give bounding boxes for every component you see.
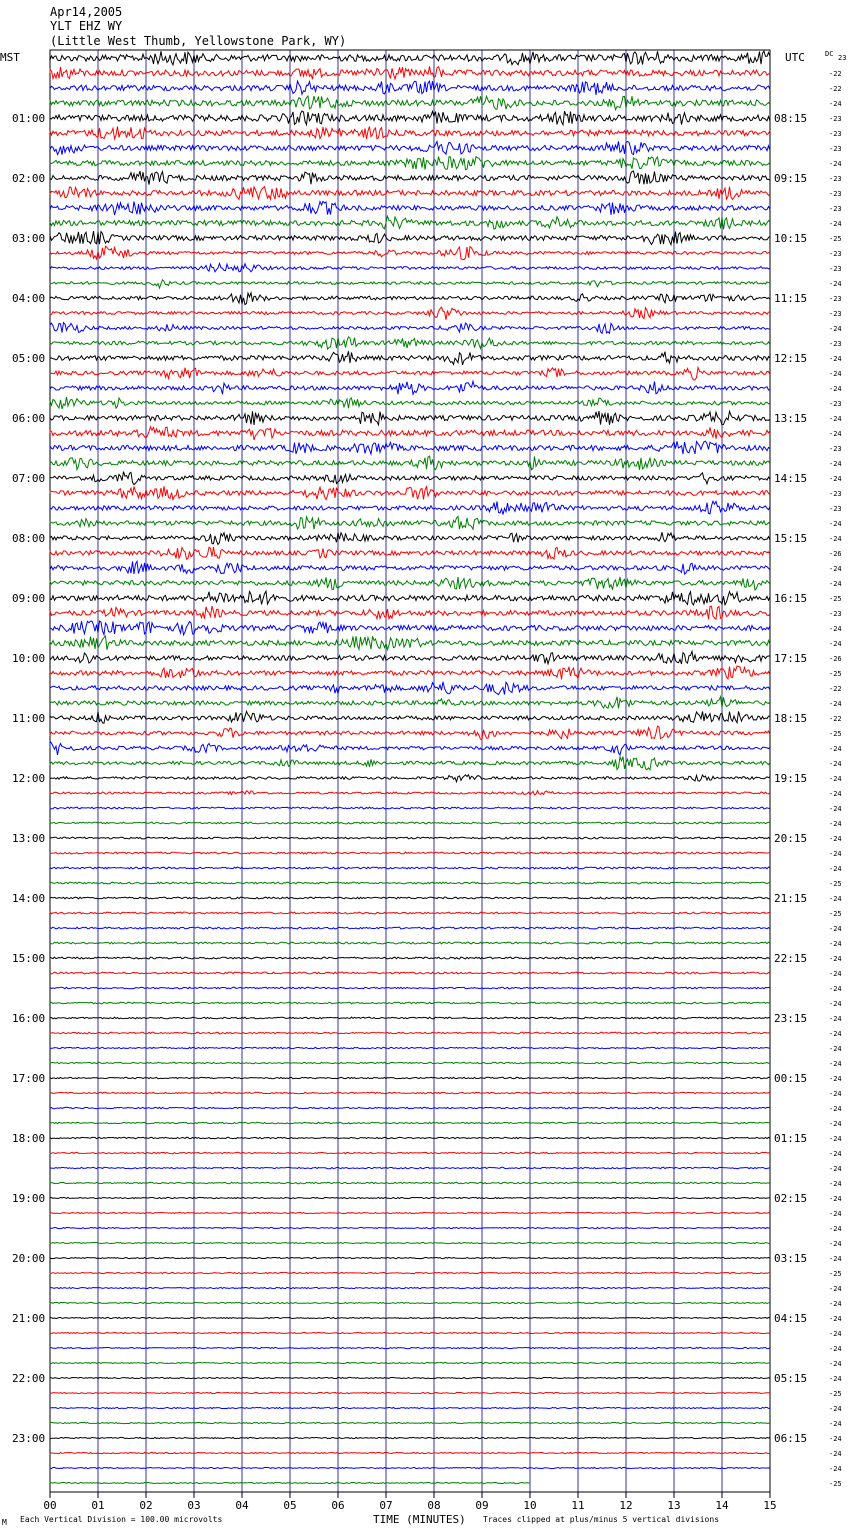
right-hour-label: 05:15 <box>774 1372 808 1385</box>
dc-offset-label: -23 <box>829 205 842 213</box>
trace-68 <box>50 1062 770 1063</box>
trace-26 <box>50 427 770 440</box>
dc-offset-label: -24 <box>829 895 842 903</box>
x-tick-label: 12 <box>619 1499 633 1512</box>
trace-92 <box>50 1422 770 1423</box>
dc-offset-label: -24 <box>829 1330 842 1338</box>
trace-3 <box>50 81 770 95</box>
trace-59 <box>50 927 770 929</box>
dc-offset-label: -24 <box>829 1405 842 1413</box>
dc-offset-label: -24 <box>829 220 842 228</box>
trace-73 <box>50 1137 770 1138</box>
dc-offset-label: -25 <box>829 1390 842 1398</box>
left-hour-label: 09:00 <box>12 592 46 605</box>
trace-1 <box>50 51 770 65</box>
trace-55 <box>50 867 770 869</box>
right-hour-label: 14:15 <box>774 472 808 485</box>
right-hour-label: 10:15 <box>774 232 808 245</box>
trace-53 <box>50 837 770 839</box>
dc-offset-label: -25 <box>829 1270 842 1278</box>
x-tick-label: 00 <box>43 1499 57 1512</box>
trace-22 <box>50 368 770 381</box>
right-hour-label: 20:15 <box>774 832 808 845</box>
dc-offset-label: -24 <box>829 775 842 783</box>
dc-offset-label: -24 <box>829 280 842 288</box>
dc-offset-label: -23 <box>829 310 842 318</box>
trace-77 <box>50 1197 770 1198</box>
trace-5 <box>50 111 770 125</box>
dc-offset-label: -24 <box>829 1180 842 1188</box>
trace-81 <box>50 1257 770 1258</box>
dc-offset-label: -24 <box>829 835 842 843</box>
trace-18 <box>50 307 770 320</box>
trace-13 <box>50 231 770 245</box>
dc-offset-label: -24 <box>829 1300 842 1308</box>
dc-first-value: 23 <box>838 54 847 62</box>
dc-offset-label: -24 <box>829 955 842 963</box>
x-tick-label: 10 <box>523 1499 537 1512</box>
trace-95 <box>50 1467 770 1468</box>
left-hour-label: 13:00 <box>12 832 46 845</box>
dc-offset-label: -23 <box>829 490 842 498</box>
trace-93 <box>50 1437 770 1438</box>
dc-offset-label: -24 <box>829 1120 842 1128</box>
dc-offset-label: -24 <box>829 1045 842 1053</box>
dc-offset-label: -24 <box>829 1210 842 1218</box>
dc-offset-label: -23 <box>829 265 842 273</box>
right-hour-label: 22:15 <box>774 952 808 965</box>
dc-offset-label: -24 <box>829 820 842 828</box>
trace-21 <box>50 351 770 365</box>
trace-78 <box>50 1212 770 1213</box>
dc-offset-label: -23 <box>829 295 842 303</box>
dc-offset-label: -24 <box>829 535 842 543</box>
right-hour-label: 23:15 <box>774 1012 808 1025</box>
dc-offset-label: -24 <box>829 1360 842 1368</box>
dc-offset-label: -25 <box>829 595 842 603</box>
trace-37 <box>50 591 770 605</box>
trace-6 <box>50 126 770 138</box>
trace-27 <box>50 441 770 454</box>
left-hour-label: 06:00 <box>12 412 46 425</box>
dc-offset-label: -24 <box>829 385 842 393</box>
right-hour-labels <box>774 112 807 1445</box>
dc-offset-label: -24 <box>829 850 842 858</box>
dc-offset-label: -24 <box>829 1015 842 1023</box>
trace-60 <box>50 942 770 944</box>
trace-62 <box>50 972 770 974</box>
left-hour-label: 04:00 <box>12 292 46 305</box>
trace-9 <box>50 171 770 185</box>
left-hour-label: 16:00 <box>12 1012 46 1025</box>
dc-offset-label: -24 <box>829 430 842 438</box>
left-timezone-label: MST <box>0 51 20 64</box>
dc-offset-label: -23 <box>829 145 842 153</box>
trace-61 <box>50 957 770 959</box>
trace-72 <box>50 1122 770 1123</box>
x-tick-label: 13 <box>667 1499 681 1512</box>
dc-offset-label: -24 <box>829 1165 842 1173</box>
trace-10 <box>50 187 770 200</box>
dc-offset-label: -23 <box>829 190 842 198</box>
dc-offset-label: -24 <box>829 580 842 588</box>
dc-offset-label: -24 <box>829 925 842 933</box>
trace-44 <box>50 697 770 709</box>
x-tick-label: 14 <box>715 1499 729 1512</box>
trace-11 <box>50 201 770 215</box>
trace-49 <box>50 775 770 782</box>
right-hour-label: 13:15 <box>774 412 808 425</box>
minute-grid <box>50 50 770 1492</box>
dc-offset-label: -24 <box>829 370 842 378</box>
right-hour-label: 21:15 <box>774 892 808 905</box>
x-tick-label: 02 <box>139 1499 153 1512</box>
trace-83 <box>50 1287 770 1288</box>
right-hour-label: 03:15 <box>774 1252 808 1265</box>
dc-offset-label: -24 <box>829 865 842 873</box>
trace-48 <box>50 757 770 770</box>
dc-offset-label: -24 <box>829 475 842 483</box>
chart-station: YLT EHZ WY <box>50 19 123 33</box>
trace-91 <box>50 1407 770 1408</box>
left-hour-label: 19:00 <box>12 1192 46 1205</box>
dc-offset-label: -24 <box>829 625 842 633</box>
left-hour-label: 03:00 <box>12 232 46 245</box>
trace-20 <box>50 337 770 349</box>
x-tick-label: 15 <box>763 1499 777 1512</box>
dc-offset-label: -25 <box>829 235 842 243</box>
x-tick-label: 09 <box>475 1499 489 1512</box>
trace-46 <box>50 726 770 739</box>
dc-offset-label: -22 <box>829 70 842 78</box>
dc-offset-label: -24 <box>829 1195 842 1203</box>
dc-offset-label: -26 <box>829 550 842 558</box>
dc-offset-label: -24 <box>829 160 842 168</box>
trace-64 <box>50 1002 770 1004</box>
trace-41 <box>50 651 770 664</box>
trace-76 <box>50 1182 770 1183</box>
dc-offset-label: -24 <box>829 1285 842 1293</box>
dc-offset-label: -24 <box>829 1225 842 1233</box>
trace-50 <box>50 791 770 795</box>
x-tick-label: 01 <box>91 1499 105 1512</box>
x-axis <box>43 1492 776 1512</box>
right-timezone-label: UTC <box>785 51 805 64</box>
dc-offset-label: -23 <box>829 130 842 138</box>
left-hour-label: 17:00 <box>12 1072 46 1085</box>
x-tick-label: 04 <box>235 1499 249 1512</box>
dc-offset-label: -23 <box>829 445 842 453</box>
trace-17 <box>50 293 770 305</box>
trace-group <box>50 51 770 1484</box>
footer-mark: M <box>2 1518 7 1527</box>
trace-14 <box>50 246 770 259</box>
left-hour-label: 23:00 <box>12 1432 46 1445</box>
left-hour-label: 01:00 <box>12 112 46 125</box>
trace-4 <box>50 96 770 110</box>
dc-offset-label: -23 <box>829 505 842 513</box>
trace-42 <box>50 666 770 679</box>
plot-frame <box>50 50 770 1492</box>
dc-offset-label: -24 <box>829 940 842 948</box>
dc-offset-label: -24 <box>829 760 842 768</box>
dc-offset-label: -24 <box>829 1105 842 1113</box>
trace-40 <box>50 636 770 650</box>
dc-offset-label: -24 <box>829 1450 842 1458</box>
left-hour-label: 22:00 <box>12 1372 46 1385</box>
right-hour-label: 15:15 <box>774 532 808 545</box>
right-hour-label: 01:15 <box>774 1132 808 1145</box>
left-hour-label: 15:00 <box>12 952 46 965</box>
trace-38 <box>50 606 770 619</box>
x-axis-title: TIME (MINUTES) <box>373 1513 466 1526</box>
dc-offset-label: -24 <box>829 1090 842 1098</box>
dc-offset-label: -24 <box>829 1375 842 1383</box>
dc-offset-label: -24 <box>829 985 842 993</box>
dc-offset-label: -23 <box>829 340 842 348</box>
dc-offset-label: -24 <box>829 1345 842 1353</box>
trace-47 <box>50 741 770 755</box>
left-hour-label: 20:00 <box>12 1252 46 1265</box>
trace-87 <box>50 1347 770 1348</box>
left-hour-label: 07:00 <box>12 472 46 485</box>
chart-date: Apr14,2005 <box>50 5 123 19</box>
dc-offset-label: -24 <box>829 415 842 423</box>
right-hour-label: 11:15 <box>774 292 808 305</box>
trace-36 <box>50 577 770 590</box>
trace-57 <box>50 897 770 899</box>
x-tick-label: 05 <box>283 1499 297 1512</box>
right-hour-label: 17:15 <box>774 652 808 665</box>
trace-67 <box>50 1047 770 1048</box>
dc-offset-label: -25 <box>829 730 842 738</box>
dc-offset-label: -24 <box>829 520 842 528</box>
x-tick-label: 07 <box>379 1499 393 1512</box>
trace-86 <box>50 1332 770 1333</box>
dc-offset-labels <box>829 70 842 1488</box>
left-hour-label: 14:00 <box>12 892 46 905</box>
trace-74 <box>50 1152 770 1153</box>
trace-66 <box>50 1032 770 1034</box>
trace-30 <box>50 486 770 499</box>
trace-32 <box>50 516 770 529</box>
right-hour-label: 12:15 <box>774 352 808 365</box>
dc-offset-label: -24 <box>829 1150 842 1158</box>
trace-56 <box>50 882 770 884</box>
trace-12 <box>50 216 770 229</box>
trace-23 <box>50 381 770 394</box>
trace-51 <box>50 807 770 809</box>
left-hour-label: 12:00 <box>12 772 46 785</box>
dc-offset-label: -24 <box>829 100 842 108</box>
trace-25 <box>50 411 770 425</box>
trace-54 <box>50 852 770 854</box>
dc-offset-label: -24 <box>829 1315 842 1323</box>
dc-offset-label: -24 <box>829 1465 842 1473</box>
trace-75 <box>50 1167 770 1168</box>
trace-85 <box>50 1317 770 1318</box>
trace-24 <box>50 397 770 409</box>
dc-offset-label: -22 <box>829 685 842 693</box>
dc-offset-label: -25 <box>829 910 842 918</box>
x-tick-label: 08 <box>427 1499 441 1512</box>
trace-7 <box>50 141 770 154</box>
dc-offset-label: -24 <box>829 1435 842 1443</box>
dc-offset-label: -25 <box>829 880 842 888</box>
trace-88 <box>50 1362 770 1363</box>
dc-offset-label: -24 <box>829 1075 842 1083</box>
x-tick-label: 11 <box>571 1499 585 1512</box>
trace-94 <box>50 1452 770 1453</box>
dc-offset-label: -24 <box>829 1030 842 1038</box>
left-hour-label: 11:00 <box>12 712 46 725</box>
trace-33 <box>50 532 770 544</box>
left-hour-label: 21:00 <box>12 1312 46 1325</box>
trace-80 <box>50 1242 770 1243</box>
x-tick-label: 03 <box>187 1499 201 1512</box>
right-hour-label: 02:15 <box>774 1192 808 1205</box>
dc-offset-label: -24 <box>829 565 842 573</box>
trace-8 <box>50 157 770 170</box>
trace-34 <box>50 547 770 559</box>
dc-offset-label: -25 <box>829 670 842 678</box>
dc-offset-label: -23 <box>829 115 842 123</box>
trace-15 <box>50 263 770 271</box>
trace-19 <box>50 323 770 334</box>
trace-16 <box>50 280 770 288</box>
trace-90 <box>50 1392 770 1393</box>
trace-69 <box>50 1077 770 1078</box>
trace-45 <box>50 711 770 723</box>
right-hour-label: 16:15 <box>774 592 808 605</box>
dc-offset-label: -24 <box>829 790 842 798</box>
trace-84 <box>50 1302 770 1303</box>
right-hour-label: 09:15 <box>774 172 808 185</box>
dc-offset-label: -24 <box>829 355 842 363</box>
trace-28 <box>50 456 770 470</box>
trace-58 <box>50 912 770 914</box>
dc-offset-label: -24 <box>829 1255 842 1263</box>
dc-offset-label: -25 <box>829 1480 842 1488</box>
trace-39 <box>50 621 770 635</box>
dc-offset-label: -23 <box>829 400 842 408</box>
left-hour-label: 05:00 <box>12 352 46 365</box>
dc-offset-label: -24 <box>829 1000 842 1008</box>
dc-offset-label: -24 <box>829 1135 842 1143</box>
trace-52 <box>50 822 770 824</box>
dc-label: DC <box>825 50 834 58</box>
trace-65 <box>50 1017 770 1019</box>
right-hour-label: 04:15 <box>774 1312 808 1325</box>
chart-location: (Little West Thumb, Yellowstone Park, WY) <box>50 34 347 48</box>
dc-offset-label: -24 <box>829 745 842 753</box>
trace-82 <box>50 1272 770 1273</box>
dc-offset-label: -23 <box>829 175 842 183</box>
dc-offset-label: -23 <box>829 610 842 618</box>
dc-offset-label: -24 <box>829 325 842 333</box>
right-hour-label: 00:15 <box>774 1072 808 1085</box>
footer-clip-note: Traces clipped at plus/minus 5 vertical divisions <box>483 1515 720 1524</box>
left-hour-label: 18:00 <box>12 1132 46 1145</box>
x-tick-label: 06 <box>331 1499 345 1512</box>
left-hour-label: 08:00 <box>12 532 46 545</box>
right-hour-label: 06:15 <box>774 1432 808 1445</box>
dc-offset-label: -23 <box>829 250 842 258</box>
right-hour-label: 08:15 <box>774 112 808 125</box>
left-hour-labels <box>12 112 45 1445</box>
right-hour-label: 19:15 <box>774 772 808 785</box>
trace-71 <box>50 1107 770 1108</box>
footer-scale-note: Each Vertical Division = 100.00 microvolts <box>20 1515 223 1524</box>
trace-29 <box>50 472 770 485</box>
dc-offset-label: -24 <box>829 700 842 708</box>
dc-offset-label: -22 <box>829 85 842 93</box>
trace-2 <box>50 66 770 79</box>
dc-offset-label: -24 <box>829 1060 842 1068</box>
trace-70 <box>50 1092 770 1093</box>
trace-43 <box>50 682 770 695</box>
trace-35 <box>50 561 770 574</box>
right-hour-label: 18:15 <box>774 712 808 725</box>
dc-offset-label: -26 <box>829 655 842 663</box>
trace-31 <box>50 501 770 514</box>
dc-offset-label: -24 <box>829 1240 842 1248</box>
dc-offset-label: -24 <box>829 460 842 468</box>
dc-offset-label: -24 <box>829 970 842 978</box>
left-hour-label: 10:00 <box>12 652 46 665</box>
dc-offset-label: -24 <box>829 805 842 813</box>
dc-offset-label: -22 <box>829 715 842 723</box>
trace-79 <box>50 1227 770 1228</box>
trace-63 <box>50 987 770 989</box>
dc-offset-label: -24 <box>829 1420 842 1428</box>
dc-offset-label: -24 <box>829 640 842 648</box>
left-hour-label: 02:00 <box>12 172 46 185</box>
trace-89 <box>50 1377 770 1378</box>
